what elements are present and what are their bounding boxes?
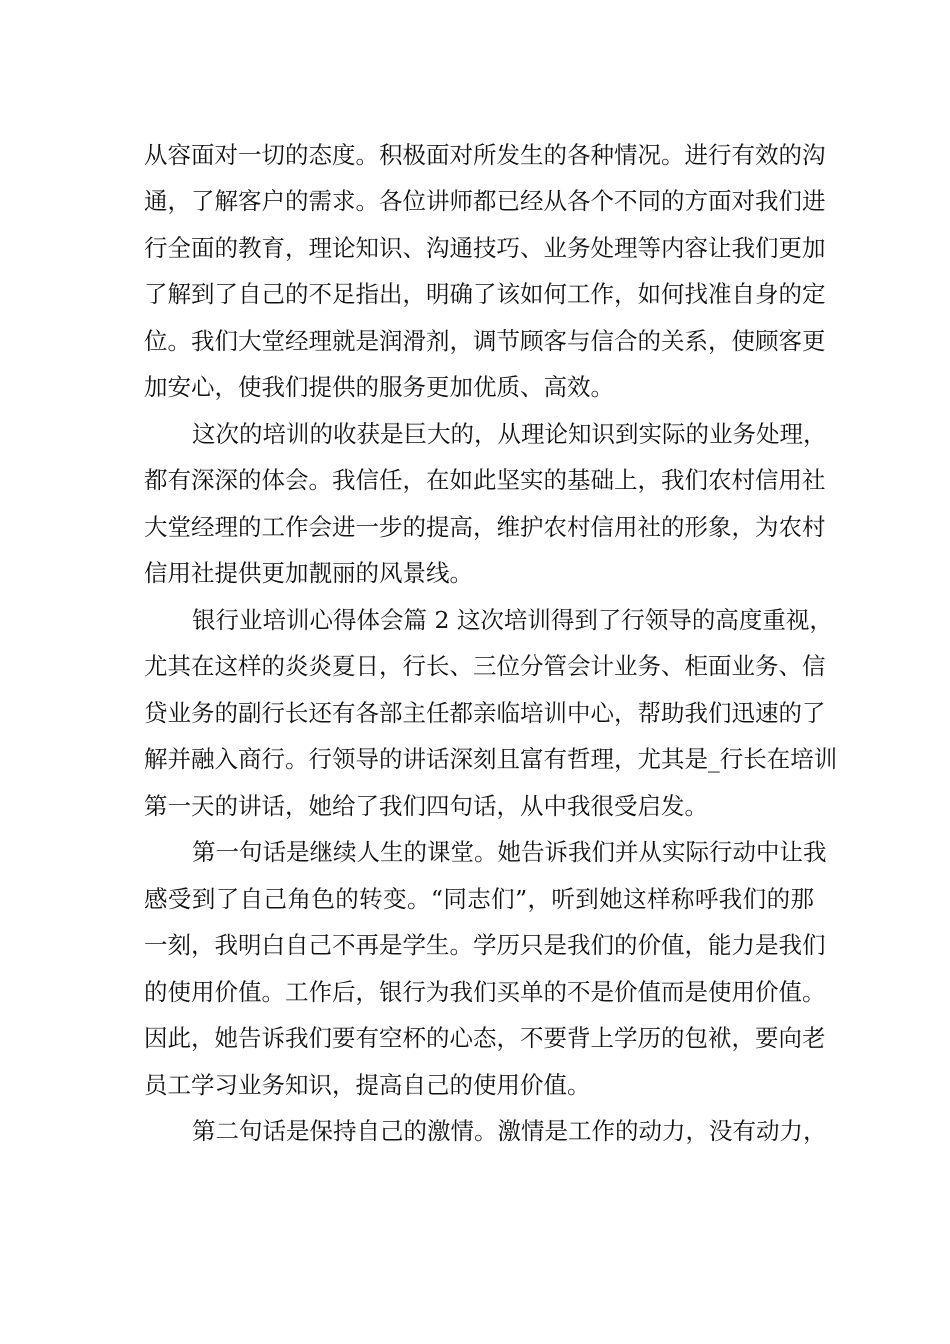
text-line: 的使用价值。工作后，银行为我们买单的不是价值而是使用价值。 <box>144 978 826 1006</box>
text-line: 员工学习业务知识，提高自己的使用价值。 <box>144 1071 591 1099</box>
text-line: 解并融入商行。行领导的讲话深刻且富有哲理，尤其是_行长在培训 <box>144 745 838 773</box>
text-line: 从容面对一切的态度。积极面对所发生的各种情况。进行有效的沟 <box>144 141 826 169</box>
text-line: 位。我们大堂经理就是润滑剂，调节顾客与信合的关系，使顾客更 <box>144 327 826 355</box>
text-line: 因此，她告诉我们要有空杯的心态，不要背上学历的包袱，要向老 <box>144 1024 826 1052</box>
text-line: 这次的培训的收获是巨大的，从理论知识到实际的业务处理， <box>192 420 827 448</box>
text-line: 第一天的讲话，她给了我们四句话，从中我很受启发。 <box>144 792 708 820</box>
text-line: 了解到了自己的不足指出，明确了该如何工作，如何找准自身的定 <box>144 280 826 308</box>
text-line: 大堂经理的工作会进一步的提高，维护农村信用社的形象，为农村 <box>144 513 826 541</box>
text-line: 第一句话是继续人生的课堂。她告诉我们并从实际行动中让我 <box>192 838 827 866</box>
text-line: 一刻，我明白自己不再是学生。学历只是我们的价值，能力是我们 <box>144 931 826 959</box>
text-line: 感受到了自己角色的转变。“同志们”，听到她这样称呼我们的那 <box>144 885 814 913</box>
text-line: 都有深深的体会。我信任，在如此坚实的基础上，我们农村信用社 <box>144 466 826 494</box>
text-line: 信用社提供更加靓丽的风景线。 <box>144 559 473 587</box>
text-line: 加安心，使我们提供的服务更加优质、高效。 <box>144 373 614 401</box>
text-line: 通，了解客户的需求。各位讲师都已经从各个不同的方面对我们进 <box>144 187 826 215</box>
text-line: 第二句话是保持自己的激情。激情是工作的动力，没有动力， <box>192 1117 827 1145</box>
text-line: 贷业务的副行长还有各部主任都亲临培训中心，帮助我们迅速的了 <box>144 699 826 727</box>
text-line: 银行业培训心得体会篇 2 这次培训得到了行领导的高度重视， <box>192 606 833 634</box>
text-line: 行全面的教育，理论知识、沟通技巧、业务处理等内容让我们更加 <box>144 234 826 262</box>
text-line: 尤其在这样的炎炎夏日，行长、三位分管会计业务、柜面业务、信 <box>144 652 826 680</box>
